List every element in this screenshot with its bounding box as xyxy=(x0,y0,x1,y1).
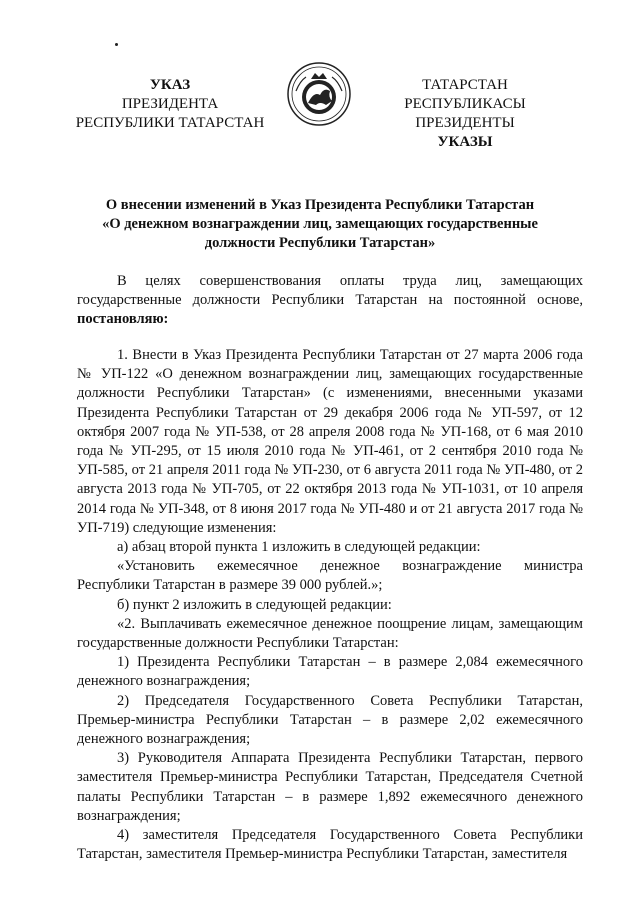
decree-body xyxy=(77,346,583,864)
intro-decree-word: постановляю: xyxy=(77,311,169,328)
paragraph-a-quote: «Установить ежемесячное денежное вознаграждение министра Республики Татарстан в размере 39 000 рублей.»; xyxy=(77,558,583,594)
paragraph-1: 1. Внести в Указ Президента Республики Татарстан от 27 марта 2006 года № УП-122 «О денежном вознаграждении лиц, замещающих государственные должности Республики Татарстан» (с изменениями, внесенными указами Президента Республики Татарстан от 29 декабря 2006 года № УП-597, от 12 октября 2007 года № УП-538, от 28 апреля 2008 года № УП-168, от 6 мая 2010 года № УП-295, от 15 июля 2010 года № УП-461, от 2 сентября 2010 года № УП-585, от 21 апреля 2011 года № УП-230, от 6 августа 2011 года № УП-480, от 2 августа 2013 года № УП-705, от 22 октября 2013 года № УП-1031, от 10 апреля 2014 года № УП-348, от 8 июня 2017 года № УП-480 и от 21 августа 2017 года № УП-719) следующие изменения: xyxy=(77,347,583,536)
list-item-1: 1) Президента Республики Татарстан – в размере 2,084 ежемесячного денежного вознаграждения; xyxy=(77,654,583,690)
title-line1: О внесении изменений в Указ Президента Республики Татарстан xyxy=(105,197,535,213)
paragraph-a: а) абзац второй пункта 1 изложить в следующей редакции: xyxy=(117,539,481,556)
header-right-line3: УКАЗЫ xyxy=(437,134,493,150)
list-item-4: 4) заместителя Председателя Государственного Совета Республики Татарстан, заместителя Премьер-министра Республики Татарстан, заместителя xyxy=(77,827,583,863)
list-item-3: 3) Руководителя Аппарата Президента Республики Татарстан, первого заместителя Премьер-министра Республики Татарстан, Председателя Счетной палаты Республики Татарстан – в размере 1,892 ежемесячного денежного вознаграждения; xyxy=(77,750,583,824)
header-left xyxy=(70,76,270,133)
header-left-line3: РЕСПУБЛИКИ ТАТАРСТАН xyxy=(75,115,265,131)
scan-speck xyxy=(115,43,118,46)
title-line3: должности Республики Татарстан» xyxy=(204,235,436,251)
header-left-line2: ПРЕЗИДЕНТА xyxy=(121,96,219,112)
intro-paragraph xyxy=(77,272,583,330)
header-right-line2: ПРЕЗИДЕНТЫ xyxy=(415,115,515,131)
list-item-2: 2) Председателя Государственного Совета Республики Татарстан, Премьер-министра Республики Татарстан – в размере 2,02 ежемесячного денежного вознаграждения; xyxy=(77,692,583,748)
intro-text: В целях совершенствования оплаты труда лиц, замещающих государственные должности Республики Татарстан на постоянной основе, xyxy=(77,273,583,309)
paragraph-b: б) пункт 2 изложить в следующей редакции: xyxy=(117,596,392,613)
header-right-line1: ТАТАРСТАН РЕСПУБЛИКАСЫ xyxy=(404,77,526,112)
document-title xyxy=(60,196,580,253)
title-line2: «О денежном вознаграждении лиц, замещающих государственные xyxy=(102,216,538,232)
header-left-line1: УКАЗ xyxy=(149,77,191,93)
paragraph-b-quote: «2. Выплачивать ежемесячное денежное поощрение лицам, замещающим государственные должности Республики Татарстан: xyxy=(77,615,583,652)
coat-of-arms-icon xyxy=(286,61,352,127)
header-right xyxy=(360,76,570,152)
